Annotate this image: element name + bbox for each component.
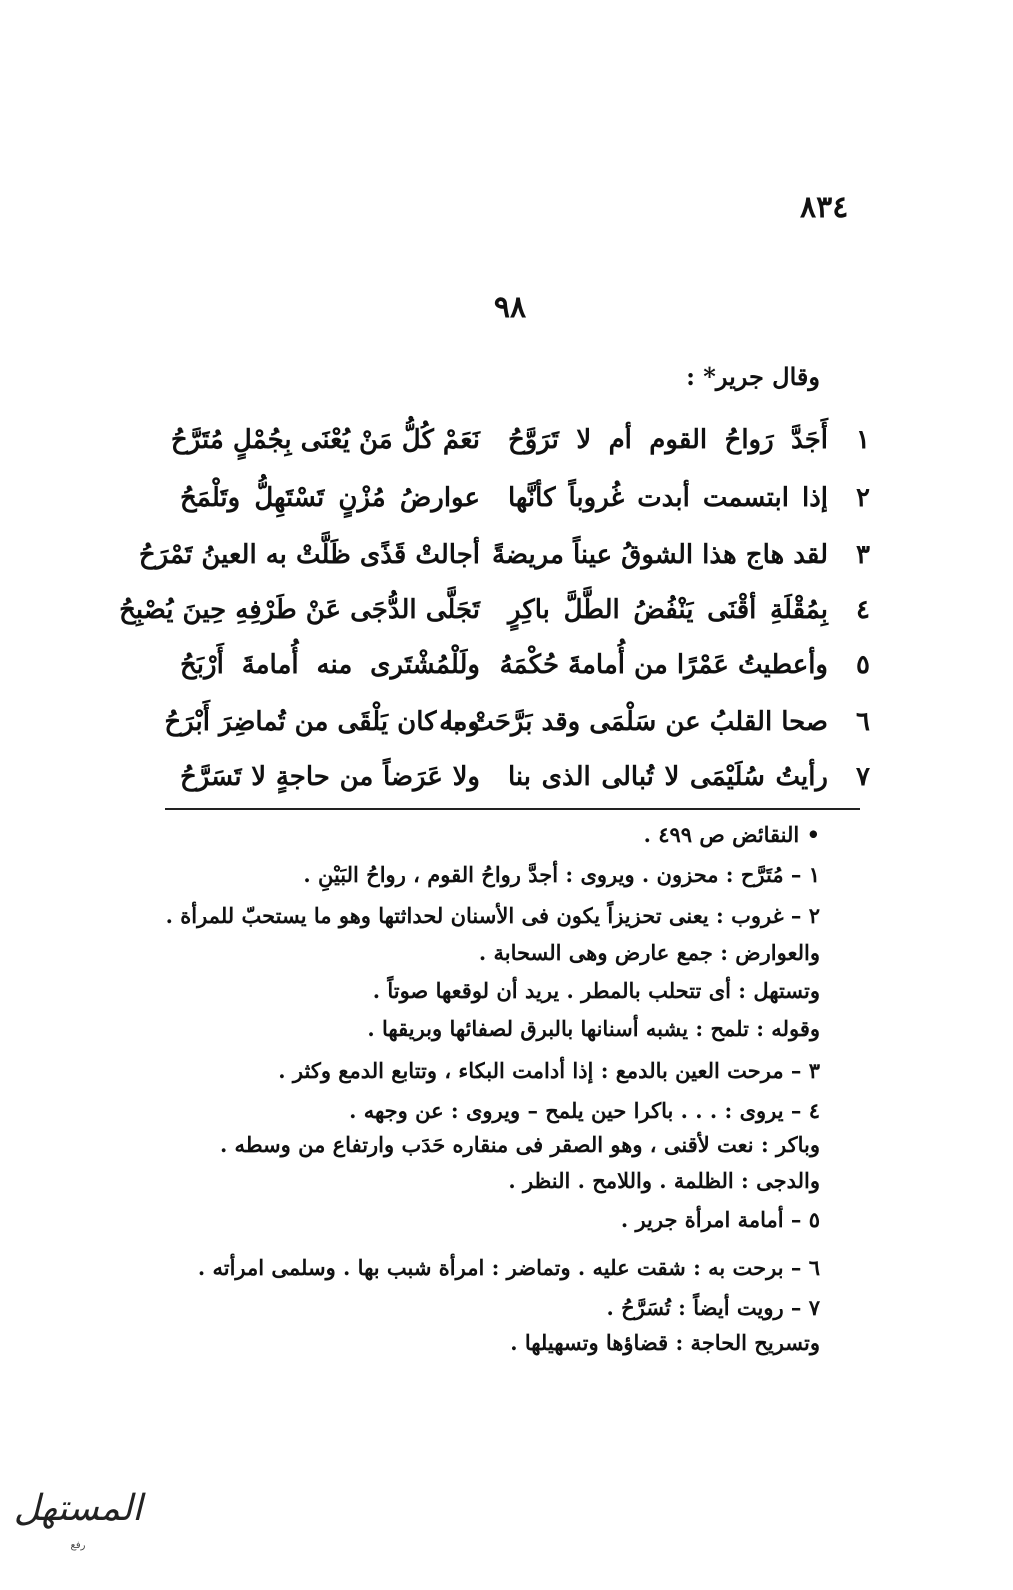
footnote-line: • النقائض ص ٤٩٩ .: [643, 822, 820, 847]
footnote-line: وتسريح الحاجة : قضاؤها وتسهيلها .: [510, 1330, 820, 1355]
verse-line: [180, 483, 880, 533]
verse-first-hemistich: إذا ابتسمت أبدت غُروباً كأنَّها: [508, 483, 828, 513]
logo-subtext: رفع: [70, 1540, 86, 1551]
verse-second-hemistich: ولَلْمُشْتَرى منه أُمامةَ أَرْبَحُ: [180, 650, 480, 680]
footnote-line: والدجى : الظلمة . واللامح . النظر .: [508, 1168, 820, 1193]
publisher-logo: [8, 1480, 148, 1570]
verse-second-hemistich: نَعَمْ كُلُّ مَنْ يُعْنَى بِجُمْلٍ مُتَرَّحُ: [170, 425, 480, 455]
verse-number: ٥: [856, 650, 870, 680]
verse-first-hemistich: رأيتُ سُلَيْمَى لا تُبالى الذى بنا: [508, 762, 828, 792]
footnote-line: ٤ – يروى : . . . باكرا حين يلمح – ويروى : عن وجهه .: [349, 1098, 820, 1123]
verse-second-hemistich: ولا عَرَضاً من حاجةٍ لا تَسَرَّحُ: [180, 762, 480, 792]
verse-line: [180, 650, 880, 700]
footnote-line: وباكر : نعت لأقنى ، وهو الصقر فى منقاره حَدَب وارتفاع من وسطه .: [219, 1132, 820, 1157]
verse-first-hemistich: أَجَدَّ رَواحُ القوم أم لا تَرَوَّحُ: [508, 425, 828, 455]
verse-second-hemistich: تَجَلَّى الدُّجَى عَنْ طَرْفِهِ حِينَ يُصْبِحُ: [119, 595, 480, 625]
verse-first-hemistich: بِمُقْلَةِ أقْنَى يَنْفُضُ الطَّلَّ باكِرٍ: [508, 595, 828, 625]
footnote-line: ٣ – مرحت العين بالدمع : إذا أدامت البكاء ، وتتابع الدمع وكثر .: [278, 1058, 820, 1083]
verse-second-hemistich: عوارضُ مُزْنٍ تَسْتَهِلُّ وتَلْمَحُ: [180, 483, 480, 513]
verse-number: ٦: [856, 707, 870, 737]
verse-line: [164, 707, 880, 757]
verse-line: [170, 425, 880, 475]
verse-number: ٣: [856, 540, 870, 570]
verse-line: [138, 540, 880, 590]
footnote-line: وقوله : تلمح : يشبه أسنانها بالبرق لصفائها وبريقها .: [367, 1016, 820, 1041]
footnote-divider: [165, 808, 860, 810]
footnote-line: ٥ – أمامة امرأة جرير .: [620, 1207, 820, 1232]
verse-number: ١: [856, 425, 870, 455]
verse-line: [119, 595, 880, 645]
poem-intro: وقال جرير* :: [686, 362, 820, 391]
page-number: ٨٣٤: [800, 190, 849, 225]
verse-number: ٧: [856, 762, 870, 792]
verse-second-hemistich: وما كان يَلْقَى من تُماضِرَ أَبْرَحُ: [164, 707, 480, 737]
footnote-line: ٧ – رويت أيضاً : تُسَرَّحُ .: [606, 1295, 820, 1320]
footnote-line: وتستهل : أى تتحلب بالمطر . يريد أن لوقعها صوتاً .: [372, 978, 820, 1003]
verse-first-hemistich: وأعطيتُ عَمْرًا من أُمامةَ حُكْمَهُ: [499, 650, 828, 680]
footnote-line: ٢ – غروب : يعنى تحزيزاً يكون فى الأسنان لحداثتها وهو ما يستحبّ للمرأة .: [165, 903, 820, 928]
verse-first-hemistich: لقد هاج هذا الشوقُ عيناً مريضةً: [491, 540, 828, 570]
verse-first-hemistich: صحا القلبُ عن سَلْمَى وقد بَرَّحَتْ به: [439, 707, 828, 737]
verse-number: ٢: [856, 483, 870, 513]
footnote-line: ٦ – برحت به : شقت عليه . وتماضر : امرأة شبب بها . وسلمى امرأته .: [197, 1255, 820, 1280]
verse-line: [180, 762, 880, 812]
verse-second-hemistich: أجالتْ قَذًى ظَلَّتْ به العينُ تَمْرَحُ: [138, 540, 480, 570]
verse-number: ٤: [856, 595, 870, 625]
footnote-line: والعوارض : جمع عارض وهى السحابة .: [478, 940, 820, 965]
footnote-line: ١ – مُتَرَّح : محزون . ويروى : أجدَّ رواحُ القوم ، رواحُ البَيْنِ .: [303, 862, 820, 887]
logo-text: المستهل: [13, 1488, 143, 1529]
poem-number: ٩٨: [493, 290, 527, 325]
